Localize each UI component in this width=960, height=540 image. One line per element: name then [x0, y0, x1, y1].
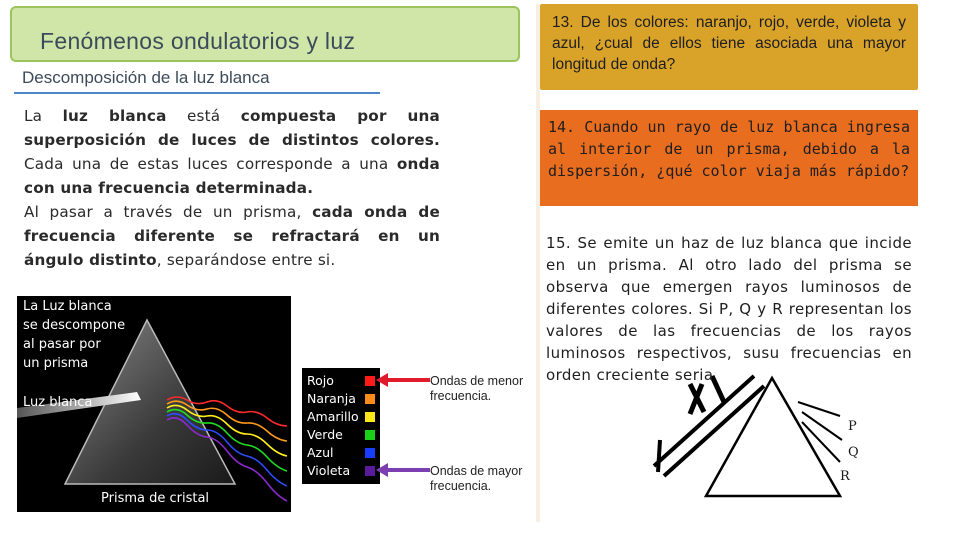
- section-subtitle: Descomposición de la luz blanca: [22, 68, 270, 87]
- legend-label: Violeta: [307, 463, 351, 478]
- subtitle-underline: [14, 92, 380, 94]
- text-run: Cada una de estas luces corresponde a una: [24, 155, 397, 173]
- question-13-box: [540, 4, 918, 90]
- text-run: , separándose entre si.: [156, 251, 336, 269]
- prism-svg: [17, 296, 291, 512]
- caption-line: se descompone: [23, 318, 126, 333]
- caption-line: un prisma: [23, 356, 89, 371]
- label-q: Q: [848, 445, 859, 460]
- label-r: R: [840, 469, 850, 484]
- title-box: [10, 6, 520, 62]
- legend-item: [307, 445, 379, 461]
- text-bold: onda con una frecuencia determinada.: [24, 155, 440, 197]
- note-high-frequency: Ondas de mayor frecuencia.: [430, 464, 523, 493]
- legend-label: Verde: [307, 427, 343, 442]
- arrow-purple-head: [376, 463, 388, 477]
- caption-line: La Luz blanca: [23, 299, 112, 314]
- color-legend: [302, 368, 380, 484]
- text-bold: luz blanca: [62, 107, 167, 125]
- text-run: está: [166, 107, 241, 125]
- question-15-box: [540, 226, 918, 522]
- legend-item: [307, 391, 379, 407]
- prism-diagram: [17, 296, 291, 512]
- body-paragraph: [24, 104, 440, 272]
- caption-line: al pasar por: [23, 337, 101, 352]
- q15-prism: [706, 378, 840, 496]
- prism-label: Prisma de cristal: [101, 491, 210, 506]
- legend-arrows: [372, 372, 436, 482]
- legend-item: [307, 409, 379, 425]
- legend-label: Rojo: [307, 373, 334, 388]
- page-title: Fenómenos ondulatorios y luz: [40, 28, 356, 54]
- text-bold: compuesta por una superposición de luces de distintos colores.: [24, 107, 440, 149]
- legend-label: Naranja: [307, 391, 356, 406]
- legend-label: Azul: [307, 445, 334, 460]
- question-14-text: 14. Cuando un rayo de luz blanca ingresa al interior de un prisma, debido a la dispersión, ¿qué color viaja más rápido?: [548, 118, 910, 180]
- text-bold: cada onda de frecuencia diferente se refractará en un ángulo distinto: [24, 203, 440, 269]
- white-light-label: Luz blanca: [23, 395, 93, 410]
- question-15-text: 15. Se emite un haz de luz blanca que incide en un prisma. Al otro lado del prisma se observa que emergen rayos luminosos de diferentes colores. Si P, Q y R representan los valores de las frecuencias de los rayos luminosos respectivos, susu frecuencias en orden creciente seria: [546, 234, 912, 384]
- note-low-frequency: Ondas de menor frecuencia.: [430, 374, 524, 403]
- text-run: La: [24, 107, 63, 125]
- legend-item: [307, 427, 379, 443]
- ray-q: [802, 412, 842, 440]
- label-p: P: [848, 419, 857, 434]
- legend-item: [307, 373, 379, 389]
- question-13-text: 13. De los colores: naranjo, rojo, verde, violeta y azul, ¿cual de ellos tiene asociada una mayor longitud de onda?: [552, 14, 906, 73]
- arrow-red-head: [376, 373, 388, 387]
- text-run: Al pasar a través de un prisma,: [24, 203, 313, 221]
- legend-label: Amarillo: [307, 409, 359, 424]
- question-14-box: [540, 110, 918, 206]
- legend-item: [307, 463, 379, 479]
- ray-mark: [658, 440, 660, 472]
